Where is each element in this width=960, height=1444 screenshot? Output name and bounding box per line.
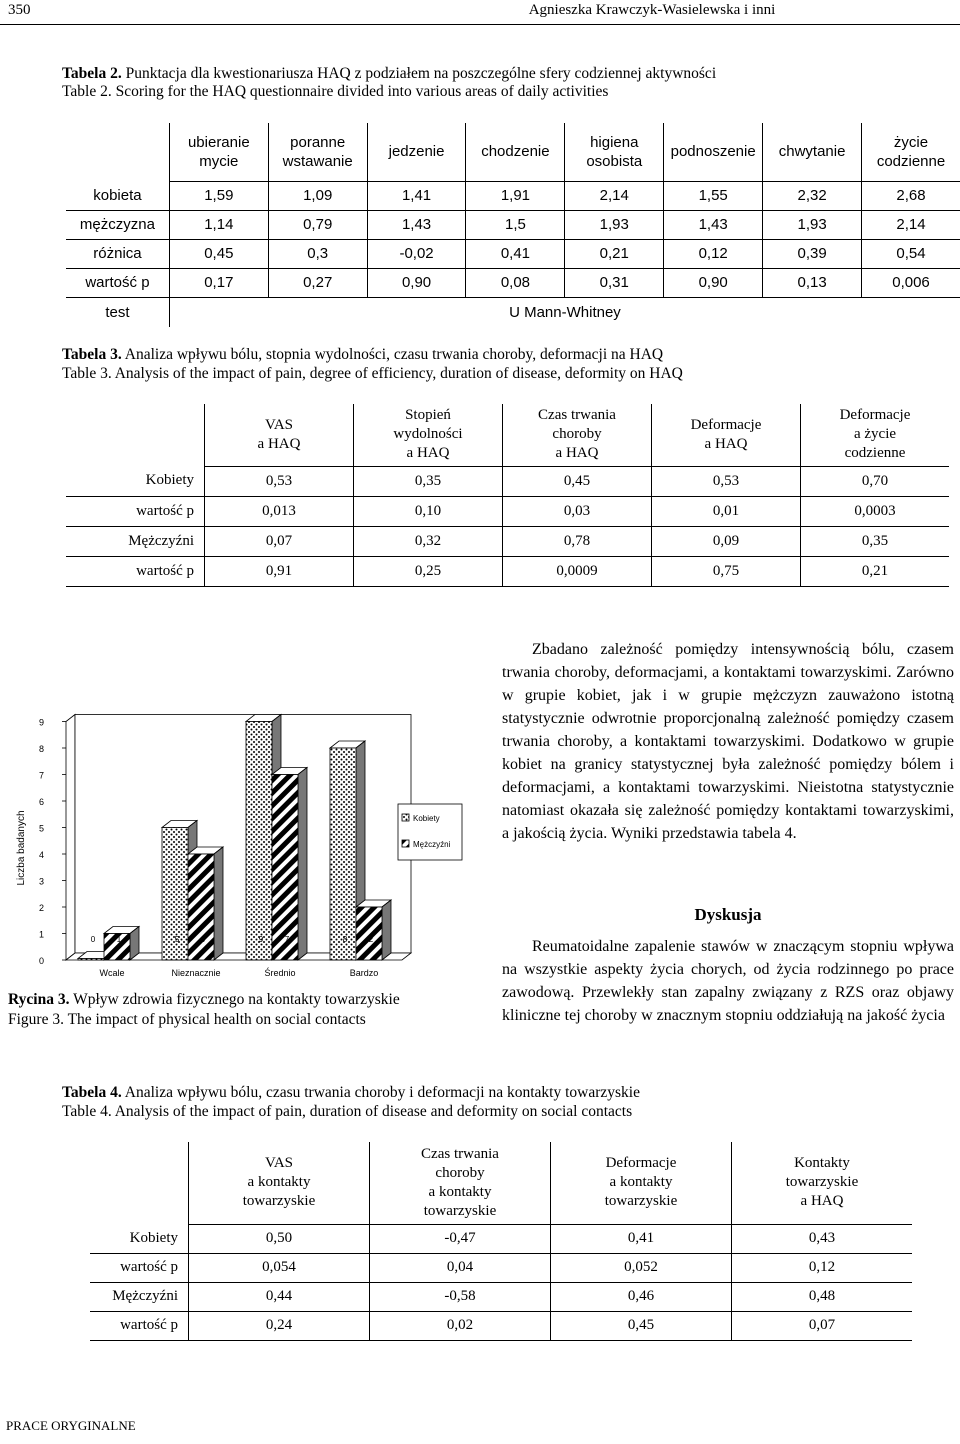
table3-header-line: a życie: [853, 426, 897, 443]
table-cell: 0,24: [189, 1311, 370, 1340]
bar-Kobiety-Średnio: [246, 722, 272, 961]
legend-label: Mężczyźni: [413, 840, 451, 849]
data-label: 2: [368, 935, 374, 944]
row-label: Mężczyźni: [66, 526, 205, 556]
table3-header-line: wydolności: [393, 426, 463, 443]
table-cell: 0,052: [551, 1253, 732, 1282]
table-cell: 0,0009: [503, 556, 652, 586]
figure3-chart: [10, 708, 484, 980]
table-cell: 0,90: [664, 268, 763, 297]
table-row: [66, 268, 960, 297]
table3-header-2: [503, 404, 652, 466]
row-label: różnica: [66, 239, 169, 268]
table-cell: 0,43: [732, 1224, 913, 1253]
table4-header-3: [732, 1142, 913, 1224]
table-row: [66, 210, 960, 239]
table2-caption-en: Table 2. Scoring for the HAQ questionnaire divided into various areas of daily activities: [62, 83, 609, 100]
y-tick-label: 2: [38, 903, 44, 913]
table3-caption-pl: Tabela 3. Analiza wpływu bólu, stopnia wydolności, czasu trwania choroby, deformacji na HAQ: [62, 346, 664, 363]
table3-header-line: a HAQ: [555, 445, 599, 462]
table4-header-line: a HAQ: [800, 1193, 844, 1210]
data-label: 0: [90, 935, 96, 944]
table-cell: 0,53: [205, 466, 354, 496]
table-cell: 0,08: [466, 268, 565, 297]
table-cell: 1,59: [169, 181, 268, 210]
table-cell: 0,04: [370, 1253, 551, 1282]
table-cell: -0,58: [370, 1282, 551, 1311]
table-row: [66, 181, 960, 210]
data-label: 9: [258, 935, 264, 944]
table3-header-0: [205, 404, 354, 466]
table-cell: 0,21: [801, 556, 950, 586]
legend-box: [398, 804, 462, 860]
table2-header-line: poranne: [290, 133, 346, 151]
table-cell: 1,93: [763, 210, 862, 239]
table-cell: 2,14: [565, 181, 664, 210]
y-tick-label: 6: [38, 797, 44, 807]
table-cell: 0,45: [551, 1311, 732, 1340]
bar-Mężczyźni-Średnio: [272, 775, 298, 961]
table4-caption-en: Table 4. Analysis of the impact of pain, duration of disease and deformity on social contacts: [62, 1103, 633, 1120]
table-row: [90, 1311, 912, 1340]
table-cell: 1,09: [268, 181, 367, 210]
table4-header-line: towarzyskie: [604, 1193, 678, 1210]
bar-side: [214, 847, 223, 960]
row-label: wartość p: [66, 556, 205, 586]
table-cell: 0,45: [169, 239, 268, 268]
row-label: Mężczyźni: [90, 1282, 189, 1311]
table-row: [66, 496, 949, 526]
table-cell: 1,14: [169, 210, 268, 239]
table3-header-1: [354, 404, 503, 466]
x-category-label: Wcale: [99, 968, 125, 978]
table4-caption-pl: Tabela 4. Analiza wpływu bólu, czasu trwania choroby i deformacji na kontakty towarzyskie: [62, 1084, 640, 1101]
y-tick-label: 3: [38, 876, 44, 887]
table-cell: 0,45: [503, 466, 652, 496]
table2-header-5: [664, 123, 763, 181]
table-cell: -0,02: [367, 239, 466, 268]
table-row: [66, 526, 949, 556]
table4-header-line: a kontakty: [609, 1174, 673, 1191]
row-label: wartość p: [66, 268, 169, 297]
running-authors: Agnieszka Krawczyk-Wasielewska i inni: [528, 2, 776, 18]
legend-swatch: [402, 814, 409, 821]
table2-header-3: [466, 123, 565, 181]
table-cell: 0,35: [801, 526, 950, 556]
table2-header-line: jedzenie: [388, 143, 445, 161]
table-cell: 0,01: [652, 496, 801, 526]
bar-Kobiety-Wcale: [78, 959, 104, 961]
legend-swatch: [402, 840, 409, 847]
discussion-paragraph: Reumatoidalne zapalenie stawów w znaczącym stopniu wpływa na wszystkie aspekty życia chorych, od życia rodzinnego po prace zawodową. Przewlekły stan zapalny związany z RZS oraz objawy kliniczne tej choroby w znacznym stopniu oddziałują na jakość życia: [502, 938, 954, 1024]
table-cell: 0,07: [205, 526, 354, 556]
table-cell: 1,43: [664, 210, 763, 239]
table2-header-line: osobista: [586, 152, 643, 170]
data-label: 8: [342, 935, 348, 944]
table-cell: 0,054: [189, 1253, 370, 1282]
table-cell: 0,78: [503, 526, 652, 556]
table-cell: 0,12: [664, 239, 763, 268]
table-cell: 0,31: [565, 268, 664, 297]
row-label: wartość p: [90, 1311, 189, 1340]
table2-header-line: higiena: [590, 133, 639, 151]
table-cell: 0,54: [862, 239, 960, 268]
page-number: 350: [8, 2, 31, 18]
table4-header-line: VAS: [264, 1155, 294, 1172]
table2-header-2: [367, 123, 466, 181]
table-cell: 0,013: [205, 496, 354, 526]
table2-header-0: [169, 123, 268, 181]
table-cell: 2,68: [862, 181, 960, 210]
table3-header-line: a HAQ: [257, 435, 301, 452]
table-cell: 0,3: [268, 239, 367, 268]
table3-header-3: [652, 404, 801, 466]
y-tick-label: 9: [38, 717, 44, 728]
table-cell: 0,27: [268, 268, 367, 297]
table2-header-line: ubieranie: [187, 133, 250, 151]
table4-header-line: choroby: [435, 1164, 485, 1181]
y-tick-label: 4: [38, 850, 44, 860]
data-label: 5: [174, 935, 180, 944]
table-cell: 0,02: [370, 1311, 551, 1340]
table4: [90, 1142, 912, 1341]
table-cell: 0,70: [801, 466, 950, 496]
figure3-caption-en: Figure 3. The impact of physical health on social contacts: [8, 1011, 366, 1028]
table-cell: 2,32: [763, 181, 862, 210]
table-row: [90, 1282, 912, 1311]
table4-header-line: Kontakty: [794, 1155, 850, 1172]
table3-caption-en: Table 3. Analysis of the impact of pain, degree of efficiency, duration of disease, deformity on HAQ: [62, 365, 683, 382]
y-axis-label: Liczba badanych: [16, 810, 27, 886]
table3-header-line: Deformacje: [839, 407, 911, 424]
row-label: kobieta: [66, 181, 169, 210]
bar-side: [298, 768, 307, 961]
table2: [66, 123, 960, 327]
test-name-cell: U Mann-Whitney: [169, 297, 960, 327]
table-row: [90, 1224, 912, 1253]
table2-header-line: podnoszenie: [670, 143, 756, 161]
table2-header-7: [862, 123, 960, 181]
y-tick-label: 1: [38, 929, 44, 940]
table4-header-0: [189, 1142, 370, 1224]
table-row: [66, 239, 960, 268]
row-label: Kobiety: [66, 466, 205, 496]
table4-header-line: Czas trwania: [421, 1145, 499, 1162]
table4-header-line: towarzyskie: [242, 1193, 316, 1210]
table-cell: 0,44: [189, 1282, 370, 1311]
table4-header-line: towarzyskie: [785, 1174, 859, 1191]
table-cell: 0,41: [466, 239, 565, 268]
table-row-test: [66, 297, 960, 327]
table-cell: 0,90: [367, 268, 466, 297]
row-label: wartość p: [66, 496, 205, 526]
table-cell: 0,006: [862, 268, 960, 297]
table4-header-line: Deformacje: [605, 1155, 677, 1172]
table-cell: 0,09: [652, 526, 801, 556]
table2-header-line: życie: [893, 133, 929, 151]
table-cell: 0,12: [732, 1253, 913, 1282]
table-row: [66, 466, 949, 496]
table-cell: 0,50: [189, 1224, 370, 1253]
table4-corner: [90, 1142, 189, 1224]
table2-caption-pl: Tabela 2. Punktacja dla kwestionariusza HAQ z podziałem na poszczególne sfery codziennej aktywności: [62, 65, 717, 82]
table-cell: 1,41: [367, 181, 466, 210]
table-cell: 2,14: [862, 210, 960, 239]
y-tick-label: 8: [38, 744, 44, 754]
table3-header-line: a HAQ: [406, 445, 450, 462]
table3-header-line: Czas trwania: [538, 407, 616, 424]
bar-side: [382, 900, 391, 960]
y-tick-label: 5: [38, 823, 44, 834]
table-row: [90, 1253, 912, 1282]
bar-Mężczyźni-Nieznacznie: [188, 854, 214, 960]
table3-corner: [66, 404, 205, 466]
table-cell: 0,07: [732, 1311, 913, 1340]
table2-corner: [66, 123, 169, 181]
x-category-label: Średnio: [264, 968, 296, 978]
table-cell: 0,41: [551, 1224, 732, 1253]
table4-header-line: a kontakty: [247, 1174, 311, 1191]
table2-header-line: mycie: [199, 152, 239, 170]
table2-header-6: [763, 123, 862, 181]
y-tick-label: 7: [38, 770, 44, 781]
table-cell: 0,35: [354, 466, 503, 496]
table-cell: 0,10: [354, 496, 503, 526]
table-cell: 0,0003: [801, 496, 950, 526]
table-cell: 0,46: [551, 1282, 732, 1311]
table2-header-line: chodzenie: [481, 143, 550, 161]
table3-header-line: Deformacje: [690, 416, 762, 433]
table-cell: 0,25: [354, 556, 503, 586]
table3: [66, 404, 949, 587]
table3-header-line: a HAQ: [704, 435, 748, 452]
table-cell: 0,03: [503, 496, 652, 526]
page-header: [0, 0, 960, 25]
data-label: 1: [116, 935, 122, 944]
bar-Kobiety-Bardzo: [330, 748, 356, 960]
bar-chart-svg: [10, 708, 484, 980]
table2-header-line: codzienne: [876, 152, 946, 170]
table-cell: 0,91: [205, 556, 354, 586]
table-cell: 1,93: [565, 210, 664, 239]
table-cell: 0,75: [652, 556, 801, 586]
table-cell: 0,21: [565, 239, 664, 268]
table3-header-line: Stopień: [405, 407, 451, 424]
figure3-caption-pl: Rycina 3. Wpływ zdrowia fizycznego na kontakty towarzyskie: [8, 991, 400, 1008]
table-cell: 0,48: [732, 1282, 913, 1311]
table4-header-line: towarzyskie: [423, 1202, 497, 1219]
table-cell: 1,91: [466, 181, 565, 210]
row-label: wartość p: [90, 1253, 189, 1282]
table-cell: 1,55: [664, 181, 763, 210]
row-label: test: [105, 303, 130, 321]
table-cell: 0,32: [354, 526, 503, 556]
table-cell: 0,79: [268, 210, 367, 239]
table-cell: 0,13: [763, 268, 862, 297]
results-paragraph: Zbadano zależność pomiędzy intensywnością bólu, czasem trwania choroby, deformacjami, a kontaktami towarzyskimi. Zarówno w grupie kobiet, jak i w grupie mężczyzn zauważono istotną statystycznie odwrotnie proporcjonalną zależność pomiędzy czasem trwania choroby, a kontaktami towarzyskimi. Dodatkowo w grupie kobiet na granicy statystycznej była zależność pomiędzy bólem i deformacjami, a kontaktami towarzyskimi. Nieistotna statystycznie natomiast okazała się zależność pomiędzy kontaktami towarzyskimi, a jakością życia. Wyniki przedstawia tabela 4.: [502, 641, 954, 842]
table-cell: 1,5: [466, 210, 565, 239]
data-label: 7: [284, 935, 290, 944]
table2-header-line: chwytanie: [778, 143, 846, 161]
table3-header-line: VAS: [264, 416, 294, 433]
legend-label: Kobiety: [413, 814, 440, 823]
table2-header-line: wstawanie: [282, 152, 353, 170]
table3-header-line: codzienne: [844, 445, 906, 462]
data-label: 4: [200, 935, 206, 944]
table3-header-line: choroby: [552, 426, 602, 443]
table-cell: 1,43: [367, 210, 466, 239]
x-category-label: Nieznacznie: [171, 968, 221, 978]
row-label: Kobiety: [90, 1224, 189, 1253]
table4-header-1: [370, 1142, 551, 1224]
x-category-label: Bardzo: [349, 968, 379, 978]
footer-section: PRACE ORYGINALNE: [6, 1418, 136, 1433]
table2-header-4: [565, 123, 664, 181]
row-label: mężczyzna: [66, 210, 169, 239]
table-cell: 0,39: [763, 239, 862, 268]
y-tick-label: 0: [38, 956, 44, 966]
section-title-dyskusja: Dyskusja: [694, 905, 762, 924]
table-cell: -0,47: [370, 1224, 551, 1253]
table4-header-line: a kontakty: [428, 1183, 492, 1200]
table3-header-4: [801, 404, 950, 466]
side-wall: [66, 715, 75, 961]
bar-Mężczyźni-Bardzo: [356, 907, 382, 960]
table-cell: 0,53: [652, 466, 801, 496]
table-cell: 0,17: [169, 268, 268, 297]
table2-header-1: [268, 123, 367, 181]
table4-header-2: [551, 1142, 732, 1224]
table-row: [66, 556, 949, 586]
